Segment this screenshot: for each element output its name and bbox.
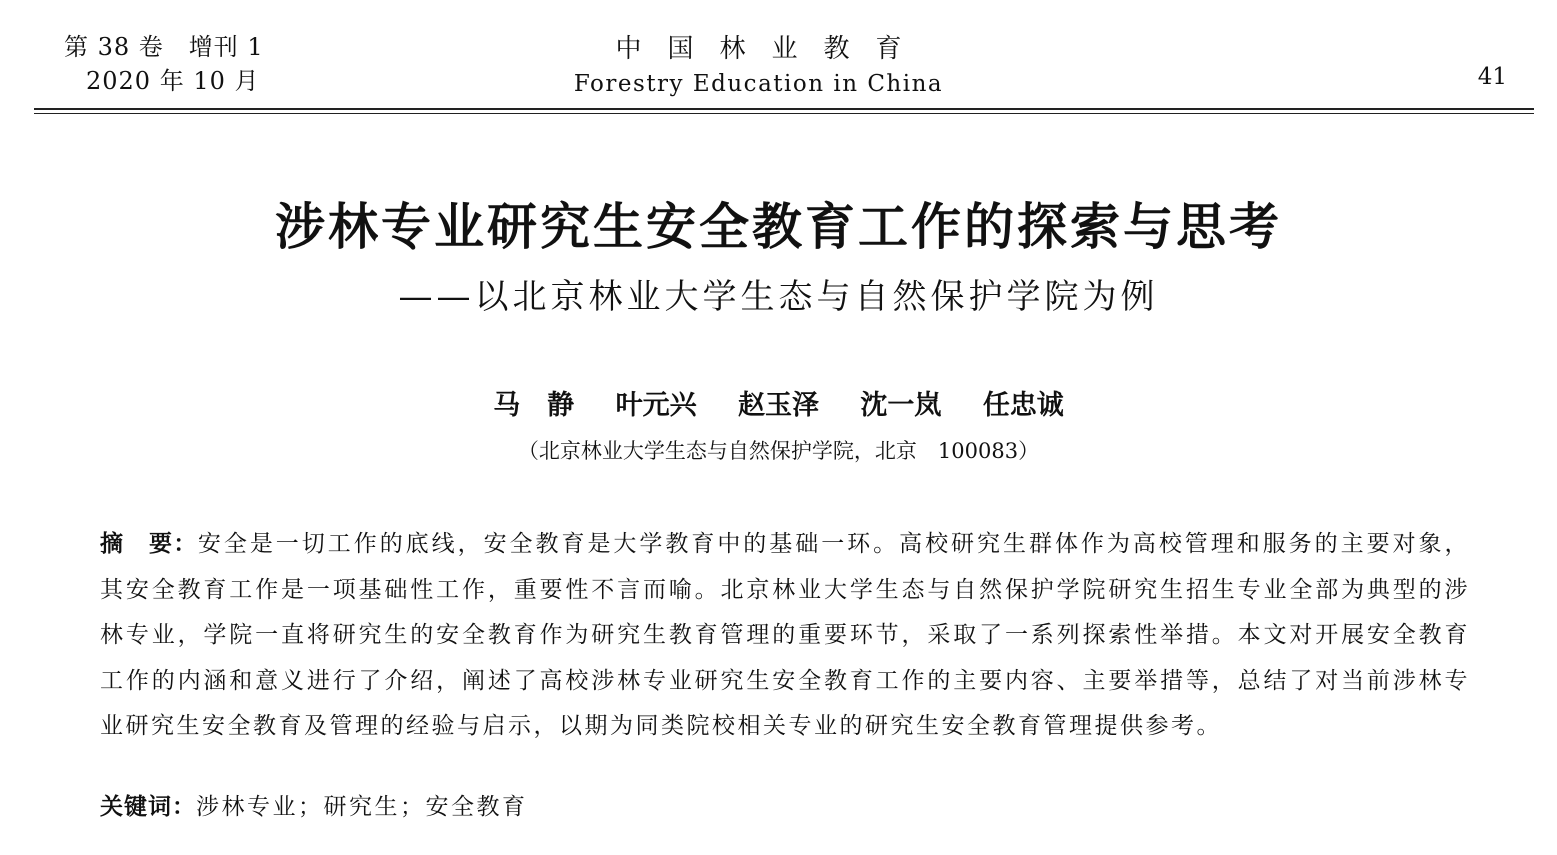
author-list (0, 386, 1557, 426)
keywords-text: 涉林专业；研究生；安全教育 (196, 794, 528, 820)
journal-name-en: Forestry Education in China (573, 71, 944, 97)
page-number: 41 (1477, 64, 1507, 90)
article-subtitle: ——以北京林业大学生态与自然保护学院为例 (398, 277, 1159, 317)
author-name: 马 静 (493, 390, 575, 421)
author-name: 叶元兴 (615, 390, 697, 421)
journal-masthead (0, 32, 1557, 102)
author-name: 任忠诚 (982, 390, 1064, 421)
journal-name-cn: 中国林业教育 (615, 34, 928, 64)
keywords-label: 关键词： (100, 794, 196, 820)
abstract-label: 摘 要： (100, 531, 198, 557)
publication-date: 2020 年 10 月 (86, 67, 260, 95)
article-title: 涉林专业研究生安全教育工作的探索与思考 (275, 198, 1282, 256)
author-affiliation: （北京林业大学生态与自然保护学院，北京 100083） (517, 439, 1040, 463)
header-rule-thin (34, 113, 1534, 114)
author-name: 赵玉泽 (738, 390, 819, 421)
abstract (100, 522, 1470, 750)
abstract-text: 安全是一切工作的底线，安全教育是大学教育中的基础一环。高校研究生群体作为高校管理和服务的主要对象，其安全教育工作是一项基础性工作，重要性不言而喻。北京林业大学生态与自然保护学院研究生招生专业全部为典型的涉林专业，学院一直将研究生的安全教育作为研究生教育管理的重要环节，采取了一系列探索性举措。本文对开展安全教育工作的内涵和意义进行了介绍，阐述了高校涉林专业研究生安全教育工作的主要内容、主要举措等，总结了对当前涉林专业研究生安全教育及管理的经验与启示，以期为同类院校相关专业的研究生安全教育管理提供参考。 (100, 531, 1471, 739)
volume-issue: 第 38 卷 增刊 1 (64, 33, 264, 61)
header-rule-thick (34, 108, 1534, 110)
keywords (100, 785, 1470, 830)
author-name: 沈一岚 (860, 390, 942, 421)
